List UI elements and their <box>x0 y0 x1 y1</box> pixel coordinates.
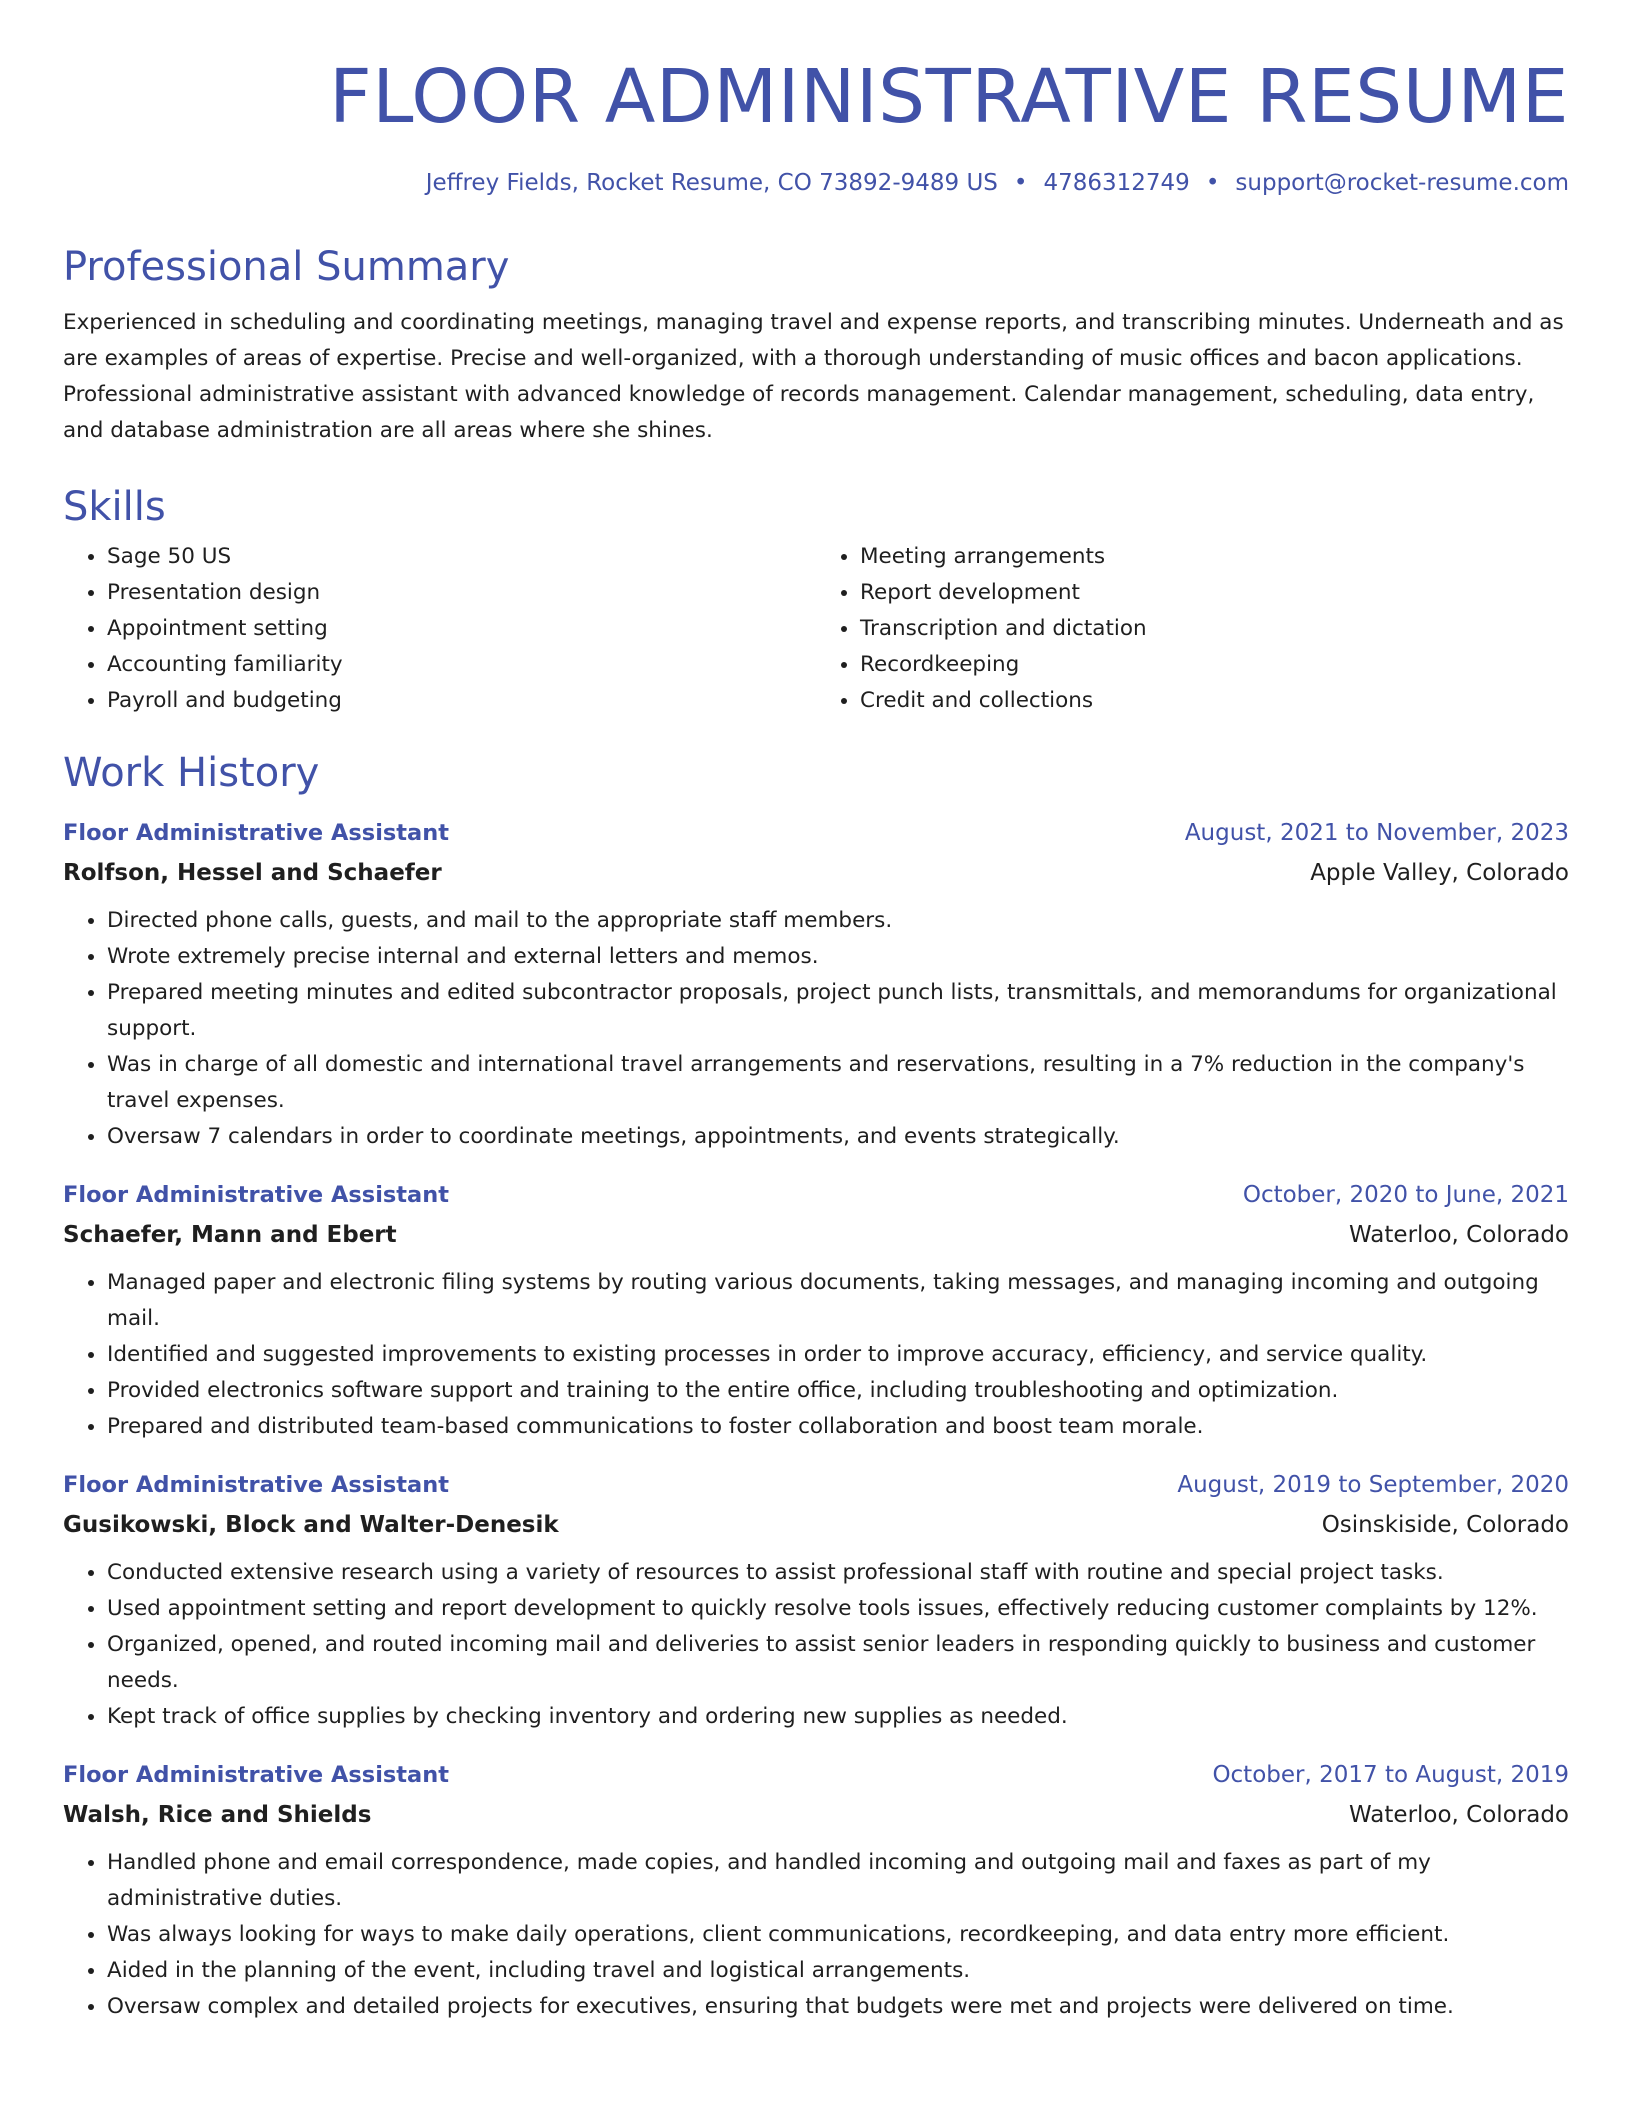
job-company-row <box>63 1215 1569 1255</box>
job-bullet: • Wrote extremely precise internal and external letters and memos. <box>107 939 1569 975</box>
job-title: Floor Administrative Assistant <box>63 1182 450 1208</box>
job-bullet: • Organized, opened, and routed incoming mail and deliveries to assist senior leaders in responding quickly to business and customer needs. <box>107 1627 1569 1699</box>
summary-section <box>63 244 1569 449</box>
job-entry <box>63 1465 1569 1735</box>
job-header-row <box>63 813 1569 853</box>
work-history-section <box>63 750 1569 2025</box>
job-bullet: • Was in charge of all domestic and international travel arrangements and reservations, resulting in a 7% reduction in the company's travel expenses. <box>107 1047 1569 1119</box>
job-bullet: • Prepared meeting minutes and edited subcontractor proposals, project punch lists, transmittals, and memorandums for organizational support. <box>107 975 1569 1047</box>
job-bullet: • Oversaw 7 calendars in order to coordinate meetings, appointments, and events strategically. <box>107 1119 1569 1155</box>
skills-left-column <box>63 539 816 719</box>
job-bullets <box>63 1265 1569 1445</box>
job-bullet: • Provided electronics software support and training to the entire office, including troubleshooting and optimization. <box>107 1373 1569 1409</box>
skill-item: • Meeting arrangements <box>860 539 1569 575</box>
job-entry <box>63 1175 1569 1445</box>
job-header-row <box>63 1755 1569 1795</box>
contact-separator: • <box>1013 170 1028 196</box>
job-bullet: • Aided in the planning of the event, including travel and logistical arrangements. <box>107 1953 1569 1989</box>
skill-item: • Credit and collections <box>860 683 1569 719</box>
job-header-row <box>63 1175 1569 1215</box>
job-location: Waterloo, Colorado <box>1349 1802 1569 1828</box>
skills-right-column <box>816 539 1569 719</box>
job-location: Waterloo, Colorado <box>1349 1222 1569 1248</box>
job-header-row <box>63 1465 1569 1505</box>
job-company: Rolfson, Hessel and Schaefer <box>63 860 442 886</box>
job-title: Floor Administrative Assistant <box>63 1762 450 1788</box>
job-bullet: • Conducted extensive research using a variety of resources to assist professional staff with routine and special project tasks. <box>107 1555 1569 1591</box>
job-company: Gusikowski, Block and Walter-Denesik <box>63 1512 559 1538</box>
skill-item: • Report development <box>860 575 1569 611</box>
job-entry <box>63 1755 1569 2025</box>
contact-phone: 4786312749 <box>1043 170 1190 196</box>
contact-line <box>63 172 1569 195</box>
job-company-row <box>63 1795 1569 1835</box>
job-location: Osinskiside, Colorado <box>1321 1512 1569 1538</box>
job-dates: August, 2021 to November, 2023 <box>1184 820 1569 846</box>
job-dates: October, 2020 to June, 2021 <box>1242 1182 1569 1208</box>
job-bullet: • Handled phone and email correspondence, made copies, and handled incoming and outgoing mail and faxes as part of my administrative duties. <box>107 1845 1569 1917</box>
contact-address: Jeffrey Fields, Rocket Resume, CO 73892-9489 US <box>425 170 998 196</box>
work-history-heading: Work History <box>63 750 320 796</box>
job-bullet: • Kept track of office supplies by checking inventory and ordering new supplies as needed. <box>107 1699 1569 1735</box>
job-bullet: • Was always looking for ways to make daily operations, client communications, recordkeeping, and data entry more efficient. <box>107 1917 1569 1953</box>
job-bullet: • Used appointment setting and report development to quickly resolve tools issues, effectively reducing customer complaints by 12%. <box>107 1591 1569 1627</box>
contact-email[interactable]: support@rocket-resume.com <box>1235 170 1569 196</box>
skill-item: • Sage 50 US <box>107 539 816 575</box>
job-bullet: • Managed paper and electronic filing systems by routing various documents, taking messages, and managing incoming and outgoing mail. <box>107 1265 1569 1337</box>
job-bullet: • Oversaw complex and detailed projects for executives, ensuring that budgets were met and projects were delivered on time. <box>107 1989 1569 2025</box>
skill-item: • Payroll and budgeting <box>107 683 816 719</box>
job-company-row <box>63 1505 1569 1545</box>
job-bullets <box>63 1845 1569 2025</box>
skills-grid <box>63 539 1569 719</box>
job-company: Walsh, Rice and Shields <box>63 1802 372 1828</box>
summary-heading: Professional Summary <box>63 244 510 290</box>
skill-item: • Transcription and dictation <box>860 611 1569 647</box>
summary-text: Experienced in scheduling and coordinating meetings, managing travel and expense reports, and transcribing minutes. Underneath and as are examples of areas of expertise. Precise and well-organized, with a thorough understanding of music offices and bacon applications. Professional administrative assistant with advanced knowledge of records management. Calendar management, scheduling, data entry, and database administration are all areas where she shines. <box>63 310 1564 443</box>
job-bullet: • Identified and suggested improvements to existing processes in order to improve accuracy, efficiency, and service quality. <box>107 1337 1569 1373</box>
skill-item: • Recordkeeping <box>860 647 1569 683</box>
job-bullet: • Prepared and distributed team-based communications to foster collaboration and boost team morale. <box>107 1409 1569 1445</box>
contact-separator: • <box>1205 170 1220 196</box>
job-location: Apple Valley, Colorado <box>1310 860 1569 886</box>
skills-heading: Skills <box>63 484 166 530</box>
skill-item: • Appointment setting <box>107 611 816 647</box>
job-title: Floor Administrative Assistant <box>63 1472 450 1498</box>
job-dates: October, 2017 to August, 2019 <box>1212 1762 1569 1788</box>
skill-item: • Presentation design <box>107 575 816 611</box>
skill-item: • Accounting familiarity <box>107 647 816 683</box>
job-company: Schaefer, Mann and Ebert <box>63 1222 397 1248</box>
job-dates: August, 2019 to September, 2020 <box>1177 1472 1569 1498</box>
job-title: Floor Administrative Assistant <box>63 820 450 846</box>
skills-section <box>63 484 1569 719</box>
job-company-row <box>63 853 1569 893</box>
job-bullets <box>63 903 1569 1155</box>
job-entry <box>63 813 1569 1155</box>
resume-title: FLOOR ADMINISTRATIVE RESUME <box>329 54 1569 140</box>
job-bullets <box>63 1555 1569 1735</box>
job-bullet: • Directed phone calls, guests, and mail to the appropriate staff members. <box>107 903 1569 939</box>
